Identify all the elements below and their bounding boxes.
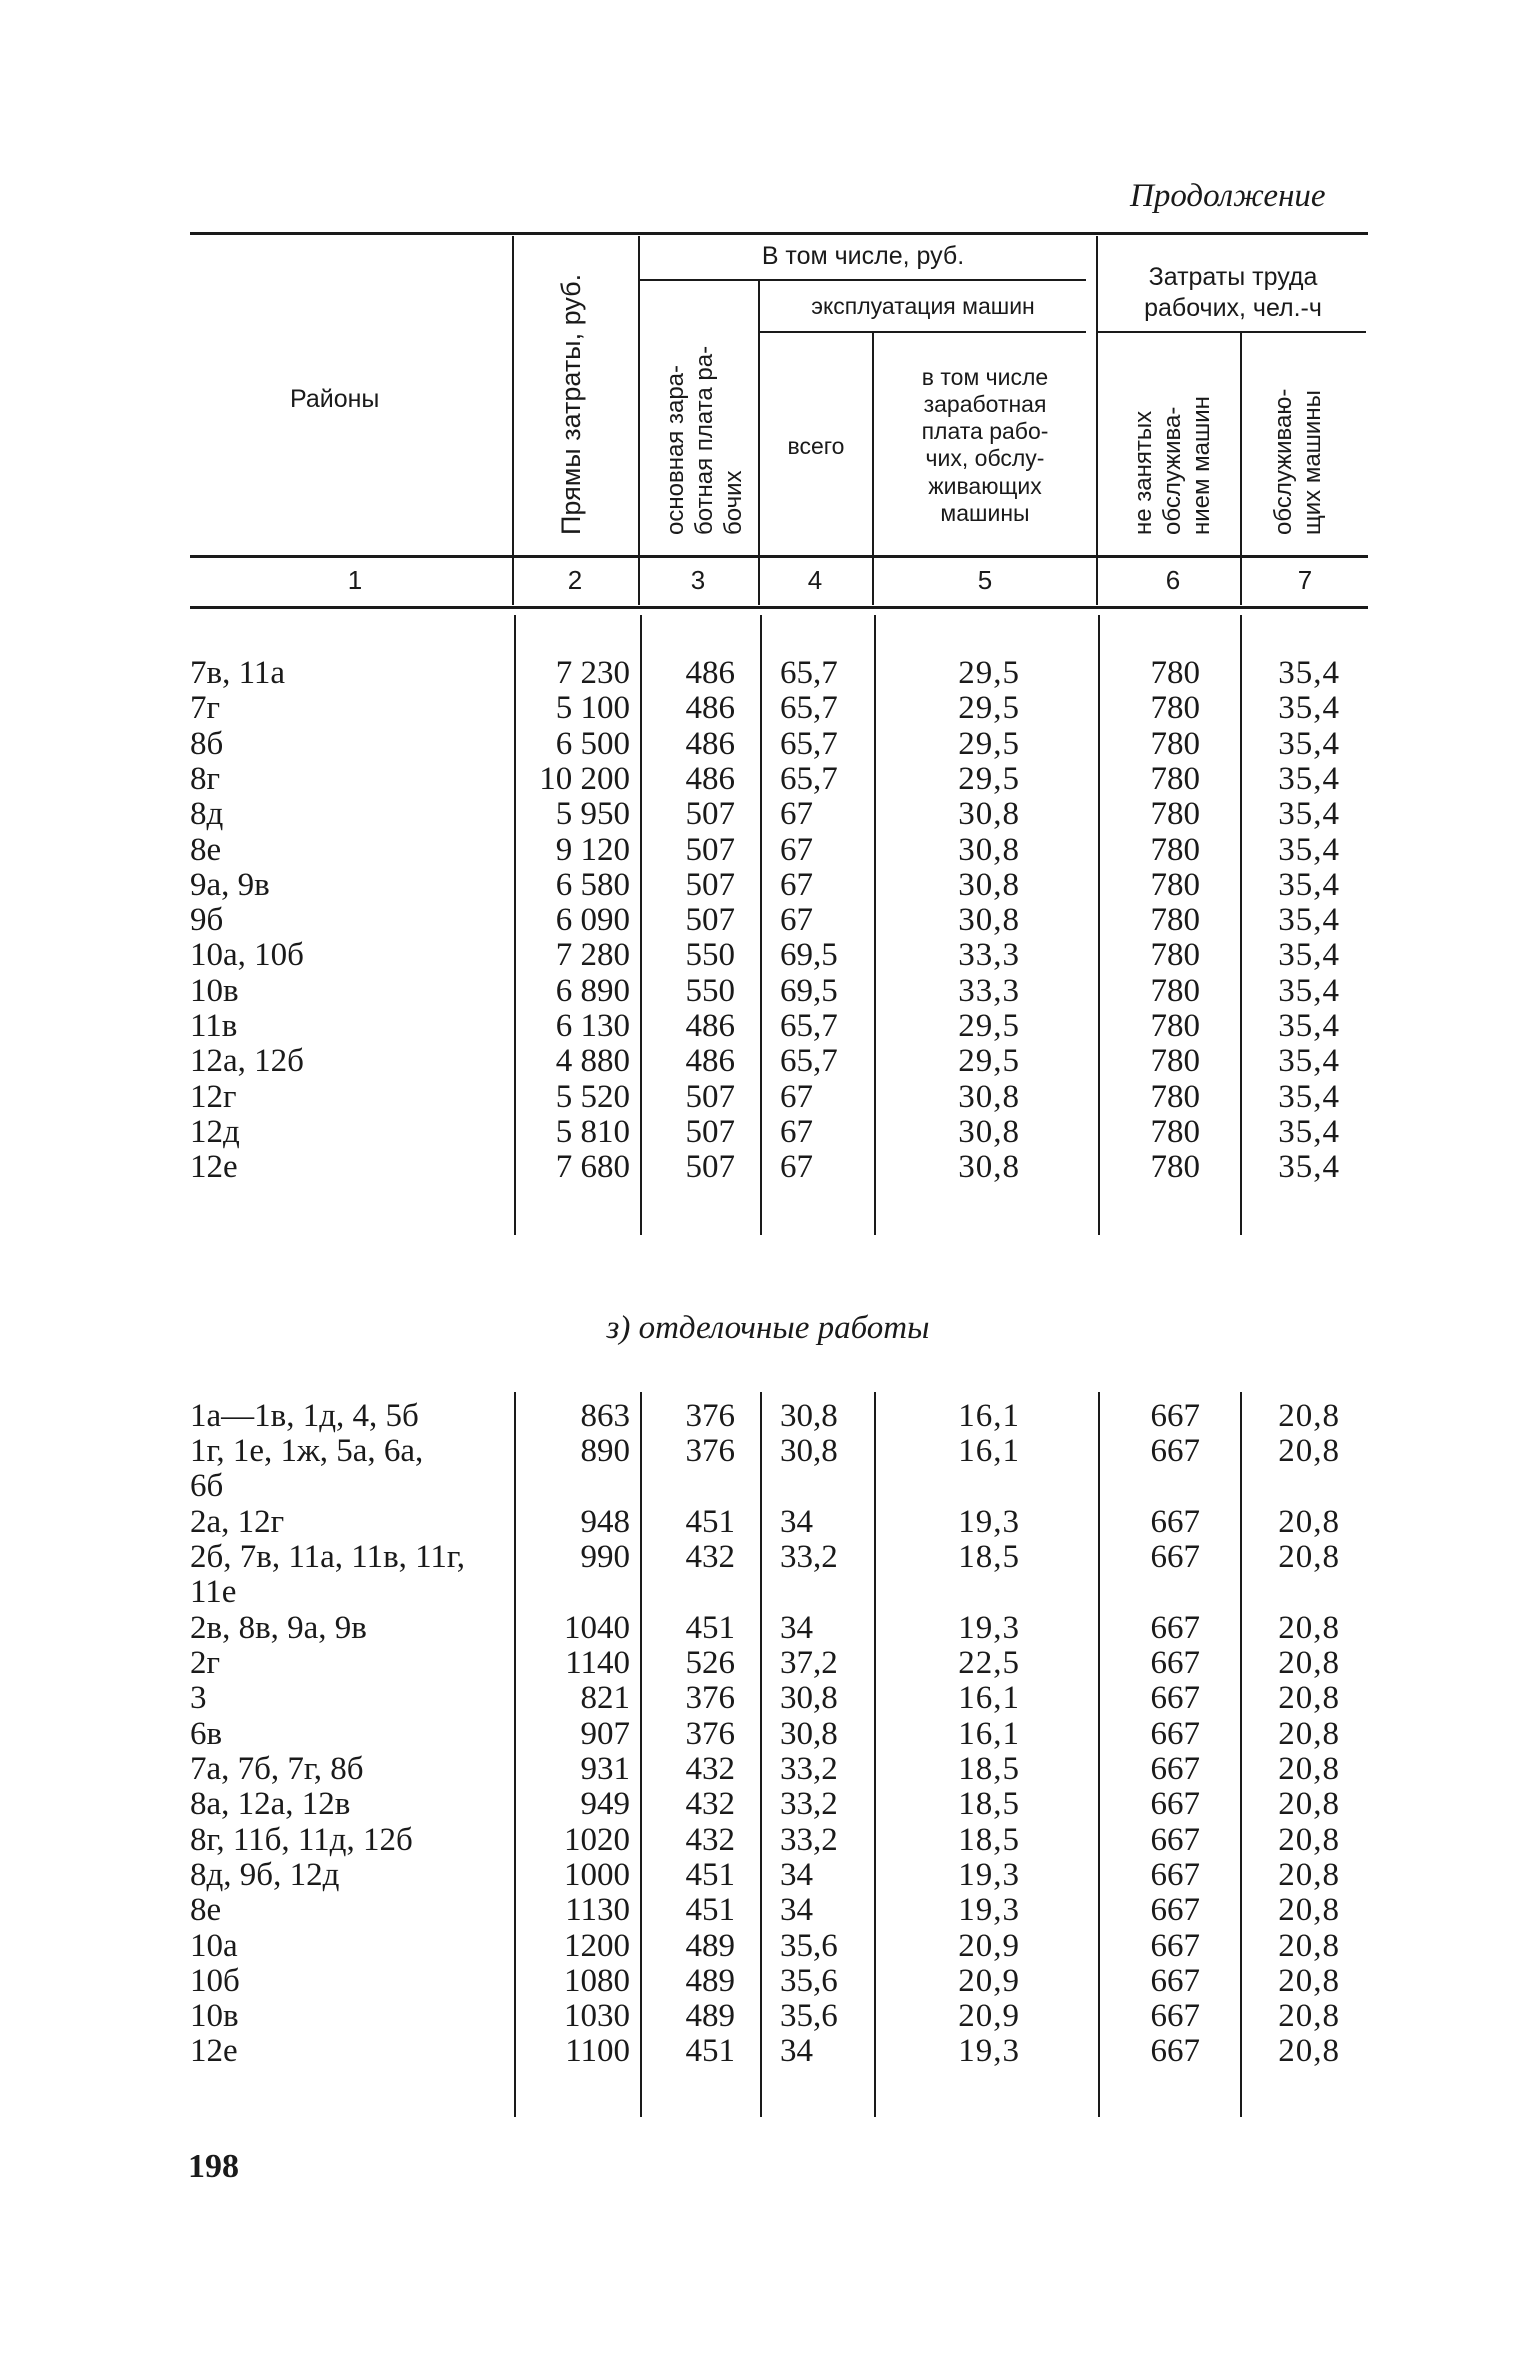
base-wage-cell: 432 [685, 1786, 735, 1823]
header-vline-2 [638, 236, 640, 556]
direct-cost-cell: 7 280 [555, 937, 630, 974]
table-row [0, 2033, 1536, 2068]
direct-cost-cell: 6 500 [555, 725, 630, 762]
table-row [0, 1822, 1536, 1857]
machine-wage-cell: 29,5 [958, 760, 1020, 797]
direct-cost-cell: 5 810 [555, 1113, 630, 1150]
district-cell: 8д [190, 796, 224, 833]
labor-servicing-cell: 35,4 [1278, 937, 1340, 974]
base-wage-cell: 432 [685, 1821, 735, 1858]
machine-wage-cell: 19,3 [958, 1609, 1020, 1646]
labor-not-busy-cell: 667 [1150, 1715, 1200, 1752]
table-row [0, 1610, 1536, 1645]
labor-servicing-cell: 20,8 [1278, 1609, 1340, 1646]
base-wage-cell: 550 [685, 937, 735, 974]
machine-total-cell: 65,7 [780, 725, 838, 762]
district-cell: 8б [190, 725, 224, 762]
header-total: всего [787, 433, 845, 459]
header-not-busy: не занятых обслужива- нием машин [1130, 396, 1215, 535]
direct-cost-cell: 6 580 [555, 866, 630, 903]
header-labor-costs: Затраты труда рабочих, чел.-ч [1144, 263, 1322, 323]
table-row [0, 1114, 1536, 1149]
district-cell: 10б [190, 1962, 240, 1999]
district-cell: 8г, 11б, 11д, 12б [190, 1821, 413, 1858]
labor-not-busy-cell: 667 [1150, 1680, 1200, 1717]
machine-wage-cell: 30,8 [958, 866, 1020, 903]
base-wage-cell: 507 [685, 1078, 735, 1115]
table-row [0, 902, 1536, 937]
continuation-label: Продолжение [1130, 178, 1326, 214]
labor-servicing-cell: 35,4 [1278, 760, 1340, 797]
labor-servicing-cell: 35,4 [1278, 866, 1340, 903]
table-row [0, 937, 1536, 972]
base-wage-cell: 451 [685, 1856, 735, 1893]
table-row [0, 1928, 1536, 1963]
table-row [0, 1433, 1536, 1505]
table-row [0, 1680, 1536, 1715]
direct-cost-cell: 990 [580, 1539, 630, 1576]
labor-not-busy-cell: 780 [1150, 760, 1200, 797]
labor-not-busy-cell: 667 [1150, 1539, 1200, 1576]
machine-wage-cell: 30,8 [958, 1113, 1020, 1150]
section-title: з) отделочные работы [606, 1310, 930, 1346]
district-cell: 12е [190, 2033, 238, 2070]
header-top-rule [190, 232, 1368, 235]
machine-wage-cell: 16,1 [958, 1680, 1020, 1717]
district-cell: 12д [190, 1113, 240, 1150]
district-cell: 2а, 12г [190, 1503, 285, 1540]
labor-servicing-cell: 35,4 [1278, 1078, 1340, 1115]
machine-wage-cell: 29,5 [958, 725, 1020, 762]
machine-total-cell: 34 [780, 1856, 813, 1893]
direct-cost-cell: 1030 [564, 1998, 630, 2035]
machine-total-cell: 35,6 [780, 1962, 838, 1999]
district-cell: 2в, 8в, 9а, 9в [190, 1609, 367, 1646]
district-cell: 8г [190, 760, 221, 797]
machine-total-cell: 30,8 [780, 1680, 838, 1717]
header-bottom-rule [190, 555, 1368, 558]
district-cell: 10в [190, 1998, 239, 2035]
table-row [0, 1539, 1536, 1611]
base-wage-cell: 489 [685, 1962, 735, 1999]
table-row [0, 1504, 1536, 1539]
machine-wage-cell: 20,9 [958, 1927, 1020, 1964]
labor-servicing-cell: 20,8 [1278, 1715, 1340, 1752]
table-row [0, 1892, 1536, 1927]
machine-total-cell: 69,5 [780, 937, 838, 974]
direct-cost-cell: 949 [580, 1786, 630, 1823]
labor-servicing-cell: 35,4 [1278, 655, 1340, 691]
labor-not-busy-cell: 667 [1150, 1751, 1200, 1787]
base-wage-cell: 451 [685, 1609, 735, 1646]
district-cell: 8д, 9б, 12д [190, 1856, 340, 1893]
direct-cost-cell: 1140 [565, 1645, 630, 1682]
table-row [0, 1043, 1536, 1078]
colnum-3: 3 [690, 565, 706, 595]
labor-servicing-cell: 20,8 [1278, 1821, 1340, 1858]
base-wage-cell: 507 [685, 902, 735, 939]
base-wage-cell: 489 [685, 1927, 735, 1964]
base-wage-cell: 486 [685, 655, 735, 691]
base-wage-cell: 376 [685, 1680, 735, 1717]
machine-total-cell: 65,7 [780, 1008, 838, 1044]
machine-wage-cell: 18,5 [958, 1751, 1020, 1787]
labor-not-busy-cell: 780 [1150, 1078, 1200, 1115]
labor-rule [1098, 331, 1366, 333]
labor-servicing-cell: 20,8 [1278, 1998, 1340, 2035]
colnum-5: 5 [977, 565, 993, 595]
labor-not-busy-cell: 667 [1150, 1645, 1200, 1682]
base-wage-cell: 507 [685, 1149, 735, 1186]
labor-not-busy-cell: 667 [1150, 2033, 1200, 2070]
machine-wage-cell: 30,8 [958, 831, 1020, 868]
base-wage-cell: 486 [685, 725, 735, 762]
labor-not-busy-cell: 667 [1150, 1433, 1200, 1470]
table-row [0, 690, 1536, 725]
direct-cost-cell: 1130 [565, 1892, 630, 1929]
district-cell: 10а [190, 1927, 238, 1964]
district-cell: 12г [190, 1078, 237, 1115]
direct-cost-cell: 6 090 [555, 902, 630, 939]
direct-cost-cell: 863 [580, 1398, 630, 1434]
machine-wage-cell: 19,3 [958, 1503, 1020, 1540]
machine-wage-cell: 20,9 [958, 1998, 1020, 2035]
base-wage-cell: 486 [685, 760, 735, 797]
direct-cost-cell: 10 200 [539, 760, 630, 797]
table-row [0, 1398, 1536, 1433]
labor-not-busy-cell: 780 [1150, 937, 1200, 974]
machine-total-cell: 34 [780, 2033, 813, 2070]
direct-cost-cell: 1100 [565, 2033, 630, 2070]
colnum-vline-2 [638, 557, 640, 605]
labor-servicing-cell: 35,4 [1278, 831, 1340, 868]
direct-cost-cell: 1040 [564, 1609, 630, 1646]
district-cell: 9а, 9в [190, 866, 270, 903]
colnum-vline-5 [1096, 557, 1098, 605]
header-vline-1 [512, 236, 514, 556]
machine-total-cell: 30,8 [780, 1433, 838, 1470]
labor-servicing-cell: 35,4 [1278, 1113, 1340, 1150]
labor-not-busy-cell: 667 [1150, 1786, 1200, 1823]
machine-total-cell: 67 [780, 866, 813, 903]
district-cell: 9б [190, 902, 224, 939]
direct-cost-cell: 907 [580, 1715, 630, 1752]
machine-total-cell: 34 [780, 1892, 813, 1929]
labor-servicing-cell: 35,4 [1278, 796, 1340, 833]
machine-rule [760, 331, 1086, 333]
machine-wage-cell: 29,5 [958, 690, 1020, 727]
machine-wage-cell: 30,8 [958, 796, 1020, 833]
machine-total-cell: 65,7 [780, 1043, 838, 1080]
labor-not-busy-cell: 780 [1150, 1113, 1200, 1150]
labor-not-busy-cell: 780 [1150, 796, 1200, 833]
header-vline-6 [1240, 333, 1242, 556]
direct-cost-cell: 5 520 [555, 1078, 630, 1115]
machine-wage-cell: 19,3 [958, 1892, 1020, 1929]
machine-wage-cell: 19,3 [958, 2033, 1020, 2070]
district-cell: 3 [190, 1680, 207, 1717]
labor-servicing-cell: 20,8 [1278, 1680, 1340, 1717]
direct-cost-cell: 931 [580, 1751, 630, 1787]
base-wage-cell: 451 [685, 2033, 735, 2070]
labor-servicing-cell: 20,8 [1278, 1751, 1340, 1787]
labor-servicing-cell: 20,8 [1278, 1927, 1340, 1964]
labor-servicing-cell: 20,8 [1278, 1433, 1340, 1470]
colnum-4: 4 [807, 565, 823, 595]
machine-wage-cell: 30,8 [958, 1149, 1020, 1186]
labor-servicing-cell: 20,8 [1278, 1503, 1340, 1540]
labor-servicing-cell: 20,8 [1278, 1962, 1340, 1999]
labor-servicing-cell: 20,8 [1278, 1856, 1340, 1893]
labor-servicing-cell: 35,4 [1278, 902, 1340, 939]
base-wage-cell: 486 [685, 1008, 735, 1044]
district-cell: 2г [190, 1645, 221, 1682]
district-cell: 7а, 7б, 7г, 8б [190, 1751, 364, 1787]
district-cell: 1а—1в, 1д, 4, 5б [190, 1398, 419, 1434]
header-direct-costs: Прямы затраты, руб. [556, 273, 586, 535]
base-wage-cell: 526 [685, 1645, 735, 1682]
district-cell: 10а, 10б [190, 937, 304, 974]
machine-wage-cell: 19,3 [958, 1856, 1020, 1893]
labor-servicing-cell: 20,8 [1278, 1645, 1340, 1682]
machine-total-cell: 67 [780, 1078, 813, 1115]
base-wage-cell: 451 [685, 1503, 735, 1540]
base-wage-cell: 489 [685, 1998, 735, 2035]
district-cell: 6б [190, 1468, 224, 1505]
machine-wage-cell: 29,5 [958, 1043, 1020, 1080]
base-wage-cell: 507 [685, 866, 735, 903]
direct-cost-cell: 1000 [564, 1856, 630, 1893]
machine-wage-cell: 30,8 [958, 902, 1020, 939]
labor-not-busy-cell: 667 [1150, 1998, 1200, 2035]
labor-servicing-cell: 20,8 [1278, 1786, 1340, 1823]
labor-not-busy-cell: 667 [1150, 1821, 1200, 1858]
base-wage-cell: 376 [685, 1433, 735, 1470]
district-cell: 7г [190, 690, 221, 727]
colnum-vline-4 [872, 557, 874, 605]
table-row [0, 1786, 1536, 1821]
table-row [0, 1149, 1536, 1184]
labor-not-busy-cell: 667 [1150, 1856, 1200, 1893]
machine-wage-cell: 16,1 [958, 1398, 1020, 1434]
district-cell: 6в [190, 1715, 223, 1752]
table-row [0, 1857, 1536, 1892]
labor-not-busy-cell: 780 [1150, 831, 1200, 868]
base-wage-cell: 550 [685, 972, 735, 1009]
machine-total-cell: 34 [780, 1503, 813, 1540]
labor-not-busy-cell: 780 [1150, 690, 1200, 727]
machine-total-cell: 67 [780, 1149, 813, 1186]
machine-total-cell: 67 [780, 831, 813, 868]
labor-servicing-cell: 35,4 [1278, 972, 1340, 1009]
labor-not-busy-cell: 667 [1150, 1927, 1200, 1964]
direct-cost-cell: 7 680 [555, 1149, 630, 1186]
base-wage-cell: 486 [685, 1043, 735, 1080]
header-base-wage: основная зара- ботная плата ра- бочих [662, 345, 747, 535]
direct-cost-cell: 6 890 [555, 972, 630, 1009]
labor-not-busy-cell: 780 [1150, 725, 1200, 762]
direct-cost-cell: 5 100 [555, 690, 630, 727]
machine-total-cell: 69,5 [780, 972, 838, 1009]
base-wage-cell: 432 [685, 1751, 735, 1787]
colnum-vline-1 [512, 557, 514, 605]
table-row [0, 1645, 1536, 1680]
direct-cost-cell: 4 880 [555, 1043, 630, 1080]
machine-wage-cell: 18,5 [958, 1821, 1020, 1858]
machine-total-cell: 33,2 [780, 1786, 838, 1823]
district-cell: 8а, 12а, 12в [190, 1786, 351, 1823]
base-wage-cell: 507 [685, 1113, 735, 1150]
header-incl-wage: в том числе заработная плата рабо- чих, обслу- живающих машины [921, 364, 1049, 526]
table-row [0, 973, 1536, 1008]
labor-servicing-cell: 35,4 [1278, 1043, 1340, 1080]
district-cell: 7в, 11а [190, 655, 286, 691]
machine-total-cell: 37,2 [780, 1645, 838, 1682]
base-wage-cell: 376 [685, 1398, 735, 1434]
labor-not-busy-cell: 780 [1150, 866, 1200, 903]
machine-total-cell: 33,2 [780, 1821, 838, 1858]
machine-total-cell: 65,7 [780, 690, 838, 727]
base-wage-cell: 432 [685, 1539, 735, 1576]
machine-wage-cell: 30,8 [958, 1078, 1020, 1115]
direct-cost-cell: 5 950 [555, 796, 630, 833]
header-machine-operation: эксплуатация машин [811, 293, 1035, 319]
direct-cost-cell: 6 130 [555, 1008, 630, 1044]
labor-not-busy-cell: 780 [1150, 1149, 1200, 1186]
labor-servicing-cell: 35,4 [1278, 1008, 1340, 1044]
colnum-bottom-rule [190, 606, 1368, 609]
header-vline-3 [758, 281, 760, 556]
labor-not-busy-cell: 780 [1150, 655, 1200, 691]
labor-servicing-cell: 20,8 [1278, 1539, 1340, 1576]
machine-total-cell: 34 [780, 1609, 813, 1646]
base-wage-cell: 507 [685, 796, 735, 833]
machine-total-cell: 65,7 [780, 655, 838, 691]
table-row [0, 1079, 1536, 1114]
base-wage-cell: 376 [685, 1715, 735, 1752]
district-cell: 12а, 12б [190, 1043, 304, 1080]
direct-cost-cell: 821 [580, 1680, 630, 1717]
colnum-1: 1 [347, 565, 363, 595]
machine-total-cell: 30,8 [780, 1398, 838, 1434]
machine-total-cell: 35,6 [780, 1927, 838, 1964]
machine-wage-cell: 22,5 [958, 1645, 1020, 1682]
machine-total-cell: 33,2 [780, 1539, 838, 1576]
direct-cost-cell: 1080 [564, 1962, 630, 1999]
district-cell: 8е [190, 1892, 222, 1929]
district-cell: 10в [190, 972, 239, 1009]
machine-wage-cell: 18,5 [958, 1786, 1020, 1823]
table-row [0, 1998, 1536, 2033]
district-cell: 11е [190, 1574, 237, 1611]
labor-not-busy-cell: 780 [1150, 1043, 1200, 1080]
table-row [0, 655, 1536, 690]
table-row [0, 832, 1536, 867]
labor-not-busy-cell: 667 [1150, 1892, 1200, 1929]
labor-servicing-cell: 35,4 [1278, 690, 1340, 727]
base-wage-cell: 451 [685, 1892, 735, 1929]
direct-cost-cell: 1200 [564, 1927, 630, 1964]
labor-not-busy-cell: 780 [1150, 902, 1200, 939]
machine-total-cell: 30,8 [780, 1715, 838, 1752]
colnum-vline-3 [758, 557, 760, 605]
labor-servicing-cell: 20,8 [1278, 1892, 1340, 1929]
machine-total-cell: 65,7 [780, 760, 838, 797]
header-including: В том числе, руб. [761, 242, 965, 270]
base-wage-cell: 486 [685, 690, 735, 727]
machine-wage-cell: 18,5 [958, 1539, 1020, 1576]
machine-wage-cell: 29,5 [958, 655, 1020, 691]
machine-total-cell: 67 [780, 796, 813, 833]
header-servicing: обслуживаю- щих машины [1270, 388, 1326, 535]
machine-wage-cell: 20,9 [958, 1962, 1020, 1999]
machine-total-cell: 33,2 [780, 1751, 838, 1787]
machine-total-cell: 67 [780, 1113, 813, 1150]
direct-cost-cell: 1020 [564, 1821, 630, 1858]
table-row [0, 867, 1536, 902]
labor-not-busy-cell: 780 [1150, 972, 1200, 1009]
colnum-vline-6 [1240, 557, 1242, 605]
labor-servicing-cell: 20,8 [1278, 1398, 1340, 1434]
table-row [0, 1716, 1536, 1751]
labor-servicing-cell: 35,4 [1278, 725, 1340, 762]
table-row [0, 1751, 1536, 1786]
base-wage-cell: 507 [685, 831, 735, 868]
labor-not-busy-cell: 667 [1150, 1503, 1200, 1540]
district-cell: 8е [190, 831, 222, 868]
direct-cost-cell: 890 [580, 1433, 630, 1470]
machine-wage-cell: 33,3 [958, 937, 1020, 974]
machine-wage-cell: 33,3 [958, 972, 1020, 1009]
colnum-6: 6 [1165, 565, 1181, 595]
district-cell: 12е [190, 1149, 238, 1186]
direct-cost-cell: 9 120 [555, 831, 630, 868]
machine-total-cell: 67 [780, 902, 813, 939]
colnum-2: 2 [567, 565, 583, 595]
labor-servicing-cell: 20,8 [1278, 2033, 1340, 2070]
district-cell: 2б, 7в, 11а, 11в, 11г, [190, 1539, 465, 1576]
labor-not-busy-cell: 667 [1150, 1398, 1200, 1434]
machine-wage-cell: 16,1 [958, 1715, 1020, 1752]
labor-not-busy-cell: 667 [1150, 1609, 1200, 1646]
labor-not-busy-cell: 780 [1150, 1008, 1200, 1044]
table-row [0, 1963, 1536, 1998]
district-cell: 11в [190, 1008, 238, 1044]
page-number: 198 [188, 2148, 239, 2185]
table-row [0, 761, 1536, 796]
header-districts: Районы [290, 385, 380, 413]
labor-servicing-cell: 35,4 [1278, 1149, 1340, 1186]
table-row [0, 1008, 1536, 1043]
district-cell: 1г, 1е, 1ж, 5а, 6а, [190, 1433, 424, 1470]
machine-wage-cell: 29,5 [958, 1008, 1020, 1044]
machine-total-cell: 35,6 [780, 1998, 838, 2035]
labor-not-busy-cell: 667 [1150, 1962, 1200, 1999]
direct-cost-cell: 948 [580, 1503, 630, 1540]
direct-cost-cell: 7 230 [555, 655, 630, 691]
colnum-7: 7 [1297, 565, 1313, 595]
table-row [0, 726, 1536, 761]
machine-wage-cell: 16,1 [958, 1433, 1020, 1470]
including-rule [640, 279, 1086, 281]
table-row [0, 796, 1536, 831]
